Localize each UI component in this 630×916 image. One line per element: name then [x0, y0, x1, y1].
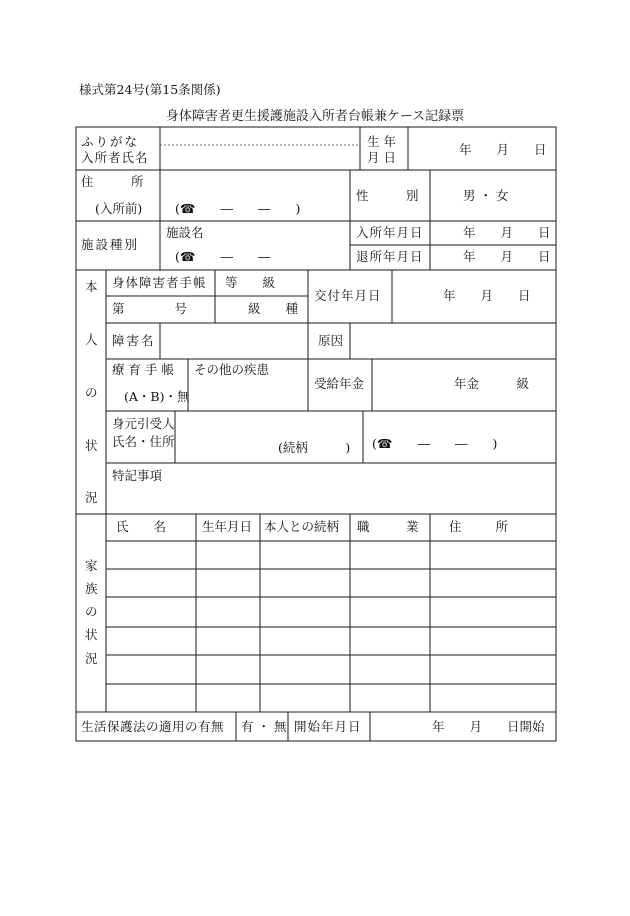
guarantor-label-2: 氏名・住所: [112, 434, 175, 449]
number-label: 第 号: [112, 301, 188, 316]
sex-label: 性 別: [356, 188, 419, 203]
family-header-relation: 本人との続柄: [264, 519, 340, 534]
phone-format-3: (☎ ― ― ): [372, 436, 498, 451]
form-number: 様式第24号(第15条関係): [79, 82, 221, 97]
grade-label: 等 級: [225, 275, 276, 290]
discharge-date-value: 年 月 日: [463, 249, 551, 264]
form-title: 身体障害者更生援護施設入所者台帳兼ケース記録票: [165, 109, 465, 124]
cause-label: 原因: [318, 333, 344, 348]
family-char-5: 況: [85, 651, 98, 666]
admission-date-value: 年 月 日: [463, 225, 551, 240]
family-header-name: 氏 名: [116, 519, 167, 534]
guarantor-label-1: 身元引受人: [112, 416, 175, 431]
family-char-2: 族: [85, 581, 98, 596]
start-date-label: 開始年月日: [294, 719, 362, 734]
discharge-date-label: 退所年月日: [356, 249, 424, 264]
family-header-birthdate: 生年月日: [202, 519, 253, 534]
phone-format: (☎ ― ― ): [175, 201, 301, 216]
disability-name-label: 障害名: [112, 333, 156, 348]
start-date-value: 年 月 日開始: [432, 719, 545, 734]
family-char-4: 状: [85, 627, 98, 642]
other-illness-label: その他の疾患: [194, 362, 270, 377]
facility-name-label: 施設名: [166, 225, 204, 240]
phone-format-2: (☎ ― ―: [175, 249, 271, 264]
ryoiku-label: 療育手帳: [112, 362, 179, 377]
facility-type-label: 施設種別: [81, 237, 140, 252]
self-status-char-4: 状: [85, 438, 98, 453]
notes-label: 特記事項: [112, 468, 163, 483]
handbook-label: 身体障害者手帳: [112, 275, 207, 290]
furigana-label: ふりがな: [81, 134, 140, 149]
birth-label-2: 月 日: [367, 150, 396, 165]
welfare-value: 有 ・ 無: [241, 719, 287, 734]
issue-date-label: 交付年月日: [314, 288, 382, 303]
pension-grade: 年金 級: [454, 376, 530, 391]
self-status-char-3: の: [85, 385, 98, 400]
birth-label-1: 生 年: [367, 134, 396, 149]
birth-date-value: 年 月 日: [459, 142, 547, 157]
sex-value: 男 ・ 女: [463, 188, 509, 203]
family-char-3: の: [85, 604, 98, 619]
address-sub-label: (入所前): [95, 201, 143, 216]
family-header-occupation: 職 業: [357, 519, 431, 534]
welfare-label: 生活保護法の適用の有無: [81, 719, 225, 734]
self-status-char-5: 況: [85, 490, 98, 505]
relation-paren: (続柄 ): [278, 440, 351, 455]
name-label: 入所者氏名: [81, 150, 149, 165]
pension-label: 受給年金: [314, 376, 365, 391]
self-status-char-1: 本: [85, 279, 98, 294]
family-header-address: 住 所: [449, 519, 512, 534]
address-label: 住 所: [81, 174, 144, 189]
ryoiku-options: (A・B)・無: [124, 389, 190, 404]
issue-date-value: 年 月 日: [443, 288, 531, 303]
family-char-1: 家: [85, 558, 98, 573]
grade-class-label: 級 種: [248, 301, 299, 316]
self-status-char-2: 人: [85, 332, 98, 347]
admission-date-label: 入所年月日: [356, 225, 424, 240]
